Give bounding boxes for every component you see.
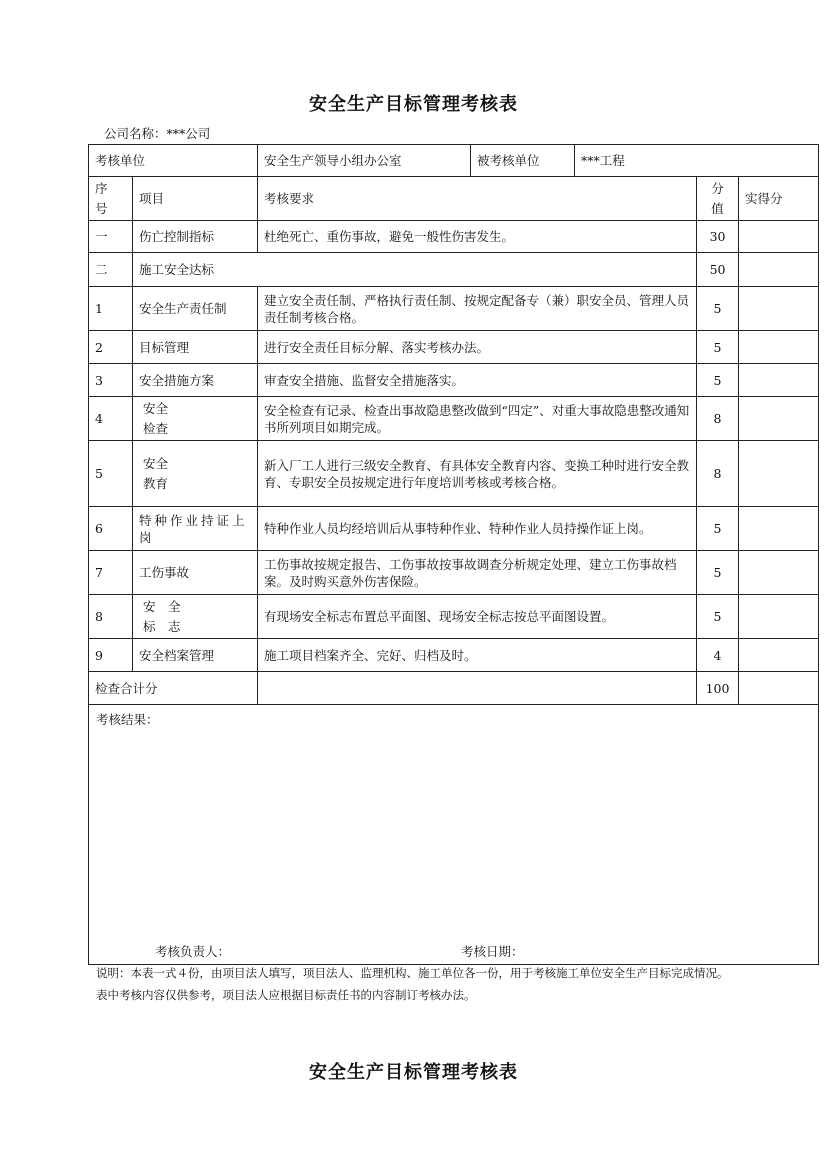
- page-title: 安全生产目标管理考核表: [309, 94, 518, 115]
- total-row: [89, 672, 819, 705]
- row-actual-cell[interactable]: [739, 507, 819, 551]
- row-requirement: 安全检查有记录、检查出事故隐患整改做到“四定”、对重大事故隐患整改通知书所列项目如期完成。: [258, 397, 697, 441]
- dept-label: 考核单位: [89, 145, 258, 177]
- date-label: 考核日期：: [461, 944, 524, 959]
- row-actual-cell[interactable]: [739, 397, 819, 441]
- table-row: [89, 397, 819, 441]
- header-char: 号: [95, 200, 108, 216]
- responsible-label: 考核负责人：: [155, 944, 231, 959]
- row-score: 5: [697, 551, 739, 595]
- table-row: [89, 639, 819, 672]
- result-label: 考核结果：: [96, 712, 159, 727]
- row-actual-cell[interactable]: [739, 331, 819, 364]
- row-item: 安全生产责任制: [133, 287, 258, 331]
- col-score-text: [711, 179, 724, 219]
- row-actual-cell[interactable]: [739, 639, 819, 672]
- row-requirement: 特种作业人员均经培训后从事特种作业、特种作业人员持操作证上岗。: [258, 507, 697, 551]
- row-item-line: 教育: [143, 475, 169, 491]
- row-requirement: 建立安全责任制、严格执行责任制、按规定配备专（兼）职安全员、管理人员责任制考核合格。: [258, 287, 697, 331]
- row-score: 30: [697, 221, 739, 253]
- row-requirement: 有现场安全标志布置总平面图、现场安全标志按总平面图设置。: [258, 595, 697, 639]
- row-score: 8: [697, 441, 739, 507]
- row-actual-cell[interactable]: [739, 287, 819, 331]
- row-item: 特种作业持证上岗: [133, 507, 258, 551]
- company-name: 公司名称：***公司: [104, 126, 211, 141]
- row-requirement: 进行安全责任目标分解、落实考核办法。: [258, 331, 697, 364]
- row-no: 二: [89, 253, 133, 287]
- table-row: [89, 253, 819, 287]
- row-no: 8: [89, 595, 133, 639]
- row-no: 1: [89, 287, 133, 331]
- row-score: 50: [697, 253, 739, 287]
- row-item: [133, 397, 258, 441]
- row-actual-cell[interactable]: [739, 595, 819, 639]
- row-item: 目标管理: [133, 331, 258, 364]
- row-score: 5: [697, 331, 739, 364]
- row-no: 3: [89, 364, 133, 397]
- row-no: 7: [89, 551, 133, 595]
- row-score: 4: [697, 639, 739, 672]
- total-score: 100: [697, 672, 739, 705]
- row-requirement: 施工项目档案齐全、完好、归档及时。: [258, 639, 697, 672]
- row-item-line: 安全: [143, 400, 169, 416]
- row-item: 伤亡控制指标: [133, 221, 258, 253]
- row-actual-cell[interactable]: [739, 221, 819, 253]
- row-no: 4: [89, 397, 133, 441]
- row-item: 安全档案管理: [133, 639, 258, 672]
- total-actual-cell[interactable]: [739, 672, 819, 705]
- table-row: [89, 551, 819, 595]
- row-requirement: 新入厂工人进行三级安全教育、有具体安全教育内容、变换工种时进行安全教育、专职安全员按规定进行年度培训考核或考核合格。: [258, 441, 697, 507]
- total-label: 检查合计分: [89, 672, 258, 705]
- table-row: [89, 364, 819, 397]
- table-row: [89, 441, 819, 507]
- table-row: [89, 507, 819, 551]
- header-char: 序: [95, 180, 108, 196]
- col-no-text: [95, 179, 108, 219]
- row-actual-cell[interactable]: [739, 551, 819, 595]
- result-row: [89, 705, 819, 965]
- row-item: 安全措施方案: [133, 364, 258, 397]
- row-requirement: 工伤事故按规定报告、工伤事故按事故调查分析规定处理、建立工伤事故档案。及时购买意外伤害保险。: [258, 551, 697, 595]
- unit-value: ***工程: [575, 145, 819, 177]
- col-no: [89, 177, 133, 221]
- row-item-line: 安 全: [143, 598, 181, 614]
- row-item-line: 标 志: [143, 618, 181, 634]
- row-score: 5: [697, 287, 739, 331]
- header-char: 值: [711, 200, 724, 216]
- header-char: 分: [711, 180, 724, 196]
- col-actual: 实得分: [739, 177, 819, 221]
- row-no: 5: [89, 441, 133, 507]
- row-score: 5: [697, 595, 739, 639]
- row-item: [133, 441, 258, 507]
- note-text: 说明：本表一式４份，由项目法人填写，项目法人、监理机构、施工单位各一份，用于考核施工单位安全生产目标完成情况。表中考核内容仅供参考，项目法人应根据目标责任书的内容制订考核办法。: [96, 966, 729, 1002]
- row-item: 工伤事故: [133, 551, 258, 595]
- col-requirement: 考核要求: [258, 177, 697, 221]
- row-score: 8: [697, 397, 739, 441]
- table-row: [89, 221, 819, 253]
- dept-value: 安全生产领导小组办公室: [258, 145, 471, 177]
- col-item: 项目: [133, 177, 258, 221]
- row-score: 5: [697, 507, 739, 551]
- row-no: 6: [89, 507, 133, 551]
- row-actual-cell[interactable]: [739, 253, 819, 287]
- table-row: [89, 331, 819, 364]
- page-title-repeat: 安全生产目标管理考核表: [309, 1062, 518, 1083]
- row-item: [133, 595, 258, 639]
- row-no: 2: [89, 331, 133, 364]
- row-score: 5: [697, 364, 739, 397]
- result-cell[interactable]: [89, 705, 819, 965]
- header-row: [89, 145, 819, 177]
- row-no: 9: [89, 639, 133, 672]
- row-no: 一: [89, 221, 133, 253]
- row-requirement: 杜绝死亡、重伤事故，避免一般性伤害发生。: [258, 221, 697, 253]
- row-requirement: 审查安全措施、监督安全措施落实。: [258, 364, 697, 397]
- table-row: [89, 287, 819, 331]
- column-header-row: [89, 177, 819, 221]
- row-actual-cell[interactable]: [739, 364, 819, 397]
- row-actual-cell[interactable]: [739, 441, 819, 507]
- col-score: [697, 177, 739, 221]
- row-item-line: 检查: [143, 420, 169, 436]
- total-empty: [258, 672, 697, 705]
- assessment-table: [88, 144, 819, 965]
- table-row: [89, 595, 819, 639]
- row-item: 施工安全达标: [133, 253, 697, 287]
- row-item-line: 安全: [143, 455, 169, 471]
- unit-label: 被考核单位: [471, 145, 575, 177]
